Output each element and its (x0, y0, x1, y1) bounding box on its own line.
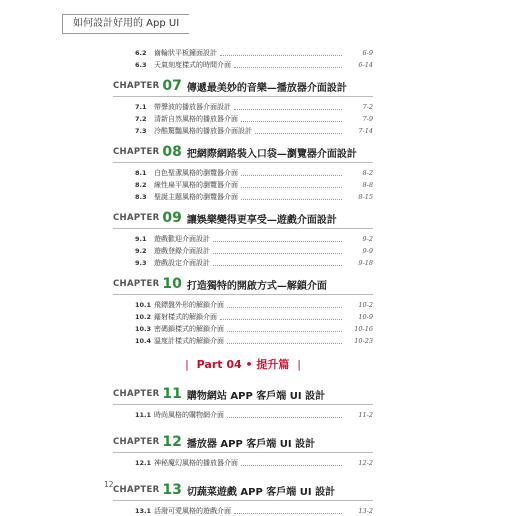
entry-label: 時尚風格的購物網介面 (154, 411, 224, 419)
dotted-leader (227, 330, 342, 332)
entry-page: 9-9 (362, 247, 373, 255)
dotted-leader (213, 264, 342, 266)
toc-entry[interactable] (113, 100, 373, 112)
toc-entry[interactable] (113, 178, 373, 190)
toc-entry[interactable] (113, 298, 373, 310)
dotted-leader (213, 240, 342, 242)
entry-number: 10.4 (135, 337, 152, 345)
entry-page: 10-16 (354, 325, 373, 333)
chapter-heading-09[interactable] (113, 208, 373, 228)
entry-number: 6.3 (135, 61, 147, 69)
entry-number: 8.1 (135, 169, 147, 177)
chapter-title: 讓娛樂變得更享受—遊戲介面設計 (186, 214, 337, 226)
entry-label: 密碼鎖樣式的解鎖介面 (154, 325, 224, 333)
entry-number: 13.1 (135, 507, 152, 515)
entry-number: 10.2 (135, 313, 152, 321)
entry-label: 帶聲波的播放器介面設計 (154, 103, 231, 111)
chapter-number: 12 (162, 434, 182, 450)
chapter-title: 把網際網路裝入口袋—瀏覽器介面設計 (186, 148, 357, 160)
chapter-divider (113, 96, 373, 97)
toc-entry[interactable] (113, 124, 373, 136)
chapter-divider (113, 404, 373, 405)
chapter-title: 打造獨特的開啟方式—解鎖介面 (186, 280, 327, 292)
chapter-heading-13[interactable] (113, 480, 373, 500)
chapter-heading-07[interactable] (113, 76, 373, 96)
chapter-divider (113, 452, 373, 453)
entry-page: 6-9 (362, 49, 373, 57)
chapter-number: 07 (162, 78, 182, 94)
chapter-heading-12[interactable] (113, 432, 373, 452)
toc-entry[interactable] (113, 232, 373, 244)
entry-number: 9.1 (135, 235, 147, 243)
toc-entry[interactable] (113, 504, 373, 516)
entry-label: 冷酷驚豔風格的播放器介面設計 (154, 127, 252, 135)
entry-page: 7-2 (362, 103, 373, 111)
entry-number: 9.3 (135, 259, 147, 267)
dotted-leader (227, 306, 342, 308)
entry-page: 12-2 (358, 459, 373, 467)
entry-number: 8.3 (135, 193, 147, 201)
toc-entry[interactable] (113, 408, 373, 420)
book-title: 如何設計好用的 App UI (62, 14, 189, 34)
dotted-leader (227, 342, 342, 344)
part-label: Part 04 • 提升篇 (196, 358, 290, 371)
entry-label: 遊戲歡迎介面設計 (154, 235, 210, 243)
dotted-leader (241, 198, 342, 200)
dotted-leader (234, 108, 342, 110)
toc-entry[interactable] (113, 58, 373, 70)
entry-page: 7-9 (362, 115, 373, 123)
chapter-title: 傳遞最美妙的音樂—播放器介面設計 (186, 82, 347, 94)
entry-label: 神秘魔幻風格的播放器介面 (154, 459, 238, 467)
toc-entry[interactable] (113, 112, 373, 124)
entry-page: 8-15 (358, 193, 373, 201)
entry-label: 鐳射樣式的解鎖介面 (154, 313, 217, 321)
entry-page: 7-14 (358, 127, 373, 135)
chapter-heading-08[interactable] (113, 142, 373, 162)
entry-label: 遊戲登錄介面設計 (154, 247, 210, 255)
dotted-leader (241, 186, 342, 188)
dotted-leader (227, 416, 342, 418)
entry-page: 8-8 (362, 181, 373, 189)
entry-number: 8.2 (135, 181, 147, 189)
entry-number: 12.1 (135, 459, 152, 467)
chapter-word: CHAPTER (113, 147, 160, 157)
dotted-leader (213, 252, 342, 254)
entry-number: 7.3 (135, 127, 147, 135)
table-of-contents (113, 46, 373, 516)
dotted-leader (241, 120, 342, 122)
chapter-number: 11 (162, 386, 182, 402)
dotted-leader (241, 174, 342, 176)
toc-entry[interactable] (113, 166, 373, 178)
toc-entry[interactable] (113, 46, 373, 58)
entry-label: 線性扁平風格的瀏覽器介面 (154, 181, 238, 189)
entry-number: 7.1 (135, 103, 147, 111)
dotted-leader (220, 54, 342, 56)
entry-label: 飛鏢盤外形的解鎖介面 (154, 301, 224, 309)
entry-label: 齒輪狀平板鐘面設計 (154, 49, 217, 57)
chapter-word: CHAPTER (113, 437, 160, 447)
entry-page: 11-2 (358, 411, 373, 419)
chapter-word: CHAPTER (113, 279, 160, 289)
entry-number: 11.1 (135, 411, 152, 419)
chapter-word: CHAPTER (113, 213, 160, 223)
entry-label: 天氣刻度樣式的時間介面 (154, 61, 231, 69)
entry-label: 白色聖潔風格的瀏覽器介面 (154, 169, 238, 177)
dotted-leader (234, 66, 342, 68)
entry-page: 10-9 (358, 313, 373, 321)
entry-number: 10.3 (135, 325, 152, 333)
chapter-number: 08 (162, 144, 182, 160)
entry-number: 6.2 (135, 49, 147, 57)
chapter-divider (113, 294, 373, 295)
entry-page: 8-2 (362, 169, 373, 177)
dotted-leader (220, 318, 342, 320)
chapter-divider (113, 500, 373, 501)
toc-entry[interactable] (113, 310, 373, 322)
chapter-word: CHAPTER (113, 389, 160, 399)
dotted-leader (234, 512, 342, 514)
toc-entry[interactable] (113, 456, 373, 468)
toc-entry[interactable] (113, 190, 373, 202)
chapter-word: CHAPTER (113, 81, 160, 91)
part-bracket-left: | (185, 358, 189, 371)
chapter-heading-11[interactable] (113, 384, 373, 404)
entry-page: 13-2 (358, 507, 373, 515)
entry-number: 10.1 (135, 301, 152, 309)
toc-entry[interactable] (113, 334, 373, 346)
entry-number: 9.2 (135, 247, 147, 255)
toc-entry[interactable] (113, 256, 373, 268)
entry-page: 10-2 (358, 301, 373, 309)
entry-page: 9-18 (358, 259, 373, 267)
chapter-title: 購物網站 APP 客戶端 UI 設計 (186, 390, 326, 402)
chapter-divider (113, 228, 373, 229)
page-number: 12 (104, 480, 114, 489)
entry-number: 7.2 (135, 115, 147, 123)
chapter-number: 13 (162, 482, 182, 498)
chapter-word: CHAPTER (113, 485, 160, 495)
chapter-number: 09 (162, 210, 182, 226)
toc-entry[interactable] (113, 322, 373, 334)
entry-label: 溫度計樣式的解鎖介面 (154, 337, 224, 345)
toc-entry[interactable] (113, 244, 373, 256)
entry-label: 活潑可愛風格的遊戲介面 (154, 507, 231, 515)
entry-page: 10-23 (354, 337, 373, 345)
entry-label: 遊戲設定介面設計 (154, 259, 210, 267)
entry-label: 清新自然風格的播放器介面 (154, 115, 238, 123)
dotted-leader (241, 464, 342, 466)
chapter-title: 切蔬菜遊戲 APP 客戶端 UI 設計 (186, 486, 336, 498)
part-heading (113, 356, 373, 372)
part-bracket-right: | (297, 358, 301, 371)
chapter-title: 播放器 APP 客戶端 UI 設計 (186, 438, 316, 450)
entry-page: 6-14 (358, 61, 373, 69)
chapter-number: 10 (162, 276, 182, 292)
chapter-heading-10[interactable] (113, 274, 373, 294)
entry-label: 聖誕主題風格的瀏覽器介面 (154, 193, 238, 201)
dotted-leader (255, 132, 342, 134)
entry-page: 9-2 (362, 235, 373, 243)
chapter-divider (113, 162, 373, 163)
